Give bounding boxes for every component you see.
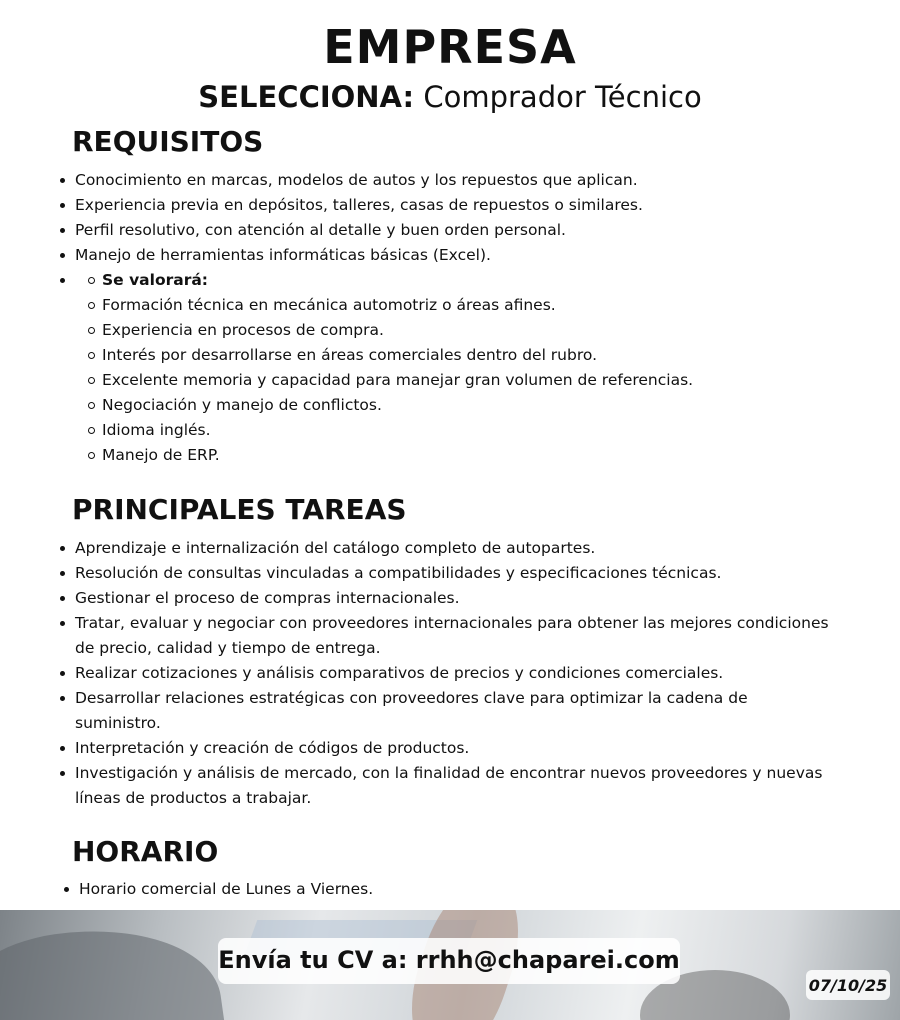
job-role: Comprador Técnico bbox=[414, 80, 702, 114]
list-item: Gestionar el proceso de compras internacionales. bbox=[75, 586, 835, 611]
requisitos-list bbox=[75, 168, 835, 468]
list-item: Investigación y análisis de mercado, con la finalidad de encontrar nuevos proveedores y nuevas líneas de productos a trabajar. bbox=[75, 761, 835, 811]
list-item: Aprendizaje e internalización del catálogo completo de autopartes. bbox=[75, 536, 835, 561]
horario-heading: HORARIO bbox=[72, 835, 219, 868]
list-item: Experiencia previa en depósitos, talleres, casas de repuestos o similares. bbox=[75, 193, 835, 218]
list-item: Manejo de ERP. bbox=[102, 443, 835, 468]
list-item: Interés por desarrollarse en áreas comerciales dentro del rubro. bbox=[102, 343, 835, 368]
page-title: EMPRESA bbox=[323, 20, 577, 74]
date-badge bbox=[806, 970, 890, 1000]
list-item: Experiencia en procesos de compra. bbox=[102, 318, 835, 343]
list-item: Manejo de herramientas informáticas básicas (Excel). bbox=[75, 243, 835, 268]
valorara-list bbox=[102, 268, 835, 468]
list-item: Horario comercial de Lunes a Viernes. bbox=[79, 877, 839, 902]
list-item: Resolución de consultas vinculadas a compatibilidades y especificaciones técnicas. bbox=[75, 561, 835, 586]
requisitos-heading: REQUISITOS bbox=[72, 125, 264, 158]
list-item: Conocimiento en marcas, modelos de autos y los repuestos que aplican. bbox=[75, 168, 835, 193]
tareas-list bbox=[75, 536, 835, 811]
valorara-label: Se valorará: bbox=[102, 268, 835, 293]
subtitle-label: SELECCIONA: bbox=[198, 80, 415, 114]
background-photo-shape bbox=[0, 913, 228, 1020]
list-item: Idioma inglés. bbox=[102, 418, 835, 443]
list-item: Interpretación y creación de códigos de productos. bbox=[75, 736, 835, 761]
posting-date: 07/10/25 bbox=[808, 976, 888, 995]
tareas-heading: PRINCIPALES TAREAS bbox=[72, 493, 407, 526]
list-item: Formación técnica en mecánica automotriz o áreas afines. bbox=[102, 293, 835, 318]
horario-list bbox=[79, 877, 839, 902]
list-item: Tratar, evaluar y negociar con proveedores internacionales para obtener las mejores condiciones de precio, calidad y tiempo de entrega. bbox=[75, 611, 835, 661]
list-item: Excelente memoria y capacidad para manejar gran volumen de referencias. bbox=[102, 368, 835, 393]
cv-contact-text: Envía tu CV a: rrhh@chaparei.com bbox=[218, 946, 680, 974]
cv-contact-box bbox=[218, 938, 680, 984]
footer-banner bbox=[0, 910, 900, 1020]
list-item: Realizar cotizaciones y análisis comparativos de precios y condiciones comerciales. bbox=[75, 661, 835, 686]
list-item: Perfil resolutivo, con atención al detalle y buen orden personal. bbox=[75, 218, 835, 243]
list-item: Negociación y manejo de conflictos. bbox=[102, 393, 835, 418]
list-item-valorara bbox=[75, 268, 835, 468]
list-item: Desarrollar relaciones estratégicas con proveedores clave para optimizar la cadena de suministro. bbox=[75, 686, 835, 736]
job-subtitle bbox=[0, 80, 900, 114]
